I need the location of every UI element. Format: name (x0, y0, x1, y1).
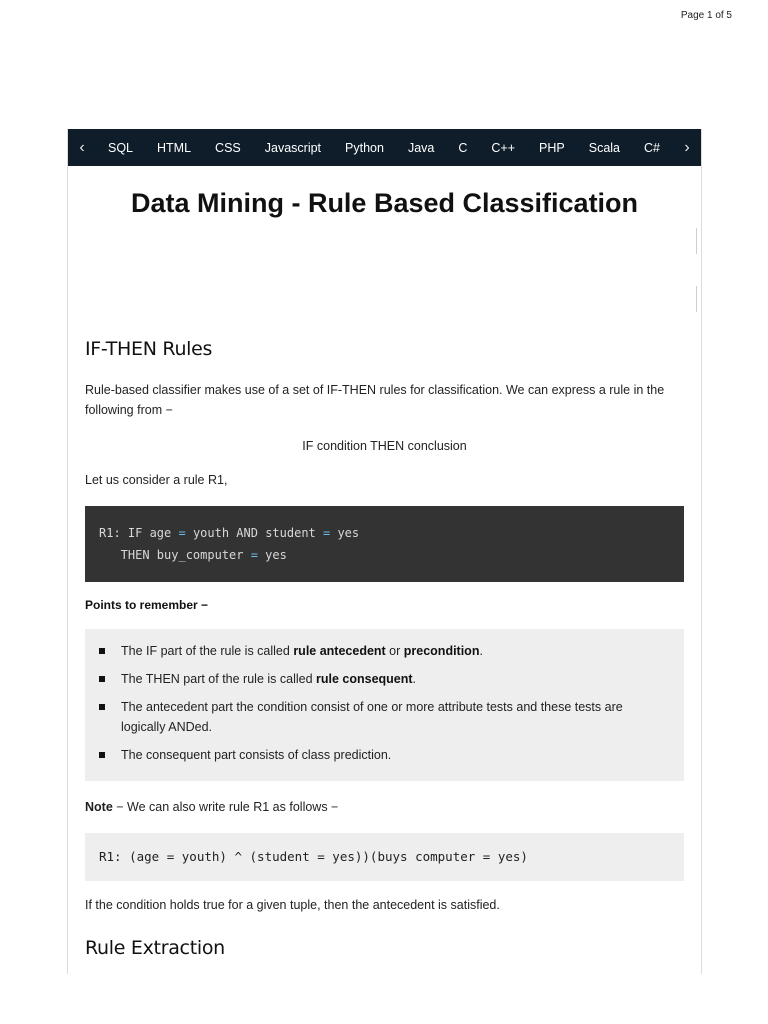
bullet-bold: rule consequent (316, 672, 413, 686)
bullet-square-icon (99, 676, 105, 682)
nav-items (96, 141, 673, 155)
code-operator: = (250, 548, 258, 562)
language-nav-bar (68, 129, 701, 166)
page-title: Data Mining - Rule Based Classification (130, 188, 639, 218)
code-text: R1: IF age (99, 526, 179, 540)
bullet-text: . (412, 672, 417, 686)
nav-item-cpp[interactable]: C++ (491, 140, 516, 155)
bullet-text: The IF part of the rule is called (121, 644, 294, 658)
nav-item-html[interactable]: HTML (157, 140, 192, 155)
code-text: youth AND student (185, 526, 323, 540)
code-block-r1 (85, 506, 684, 582)
note-text: − We can also write rule R1 as follows − (112, 800, 339, 814)
bullet-square-icon (99, 752, 105, 758)
intro-paragraph: Rule-based classifier makes use of a set of IF-THEN rules for classification. We can express a rule in the following from − (85, 383, 665, 417)
code-text: yes (257, 548, 287, 562)
nav-item-python[interactable]: Python (345, 140, 384, 155)
bullet-square-icon (99, 704, 105, 710)
nav-item-csharp[interactable]: C# (644, 140, 660, 155)
bullet-text: or (385, 644, 404, 658)
nav-item-java[interactable]: Java (407, 140, 435, 155)
chevron-right-icon[interactable]: › (684, 138, 690, 156)
nav-item-c[interactable]: C (458, 140, 468, 155)
list-item (99, 745, 670, 765)
list-item (99, 697, 670, 737)
article-content (68, 186, 701, 959)
satisfied-paragraph: If the condition holds true for a given tuple, then the antecedent is satisfied. (85, 898, 500, 912)
bullet-text: The THEN part of the rule is called (121, 672, 316, 686)
page-number: Page 1 of 5 (680, 10, 732, 21)
list-item (99, 669, 670, 689)
nav-item-javascript[interactable]: Javascript (264, 140, 322, 155)
consider-paragraph: Let us consider a rule R1, (85, 473, 228, 487)
code-text: yes (330, 526, 360, 540)
bullet-bold: rule antecedent (293, 644, 386, 658)
points-list (85, 629, 684, 781)
bullet-text: The consequent part consists of class prediction. (121, 748, 392, 762)
bullet-text: The antecedent part the condition consist of one or more attribute tests and these tests are logically ANDed. (121, 700, 623, 734)
nav-item-sql[interactable]: SQL (108, 140, 134, 155)
points-heading: Points to remember − (85, 598, 209, 612)
bullet-square-icon (99, 648, 105, 654)
ad-placeholder (85, 220, 684, 320)
note-paragraph (85, 797, 684, 817)
chevron-left-icon[interactable]: ‹ (79, 138, 85, 156)
divider (696, 286, 697, 312)
article-card (67, 129, 702, 974)
center-rule: IF condition THEN conclusion (302, 439, 467, 453)
section-heading-rule-extraction: Rule Extraction (85, 937, 225, 959)
bullet-bold: precondition (403, 644, 480, 658)
code-operator: = (323, 526, 331, 540)
bullet-text: . (479, 644, 483, 658)
divider (696, 228, 697, 254)
code-block-r1-alt: R1: (age = youth) ^ (student = yes))(buys computer = yes) (85, 833, 684, 881)
nav-item-php[interactable]: PHP (539, 140, 565, 155)
list-item (99, 641, 670, 661)
nav-item-css[interactable]: CSS (215, 140, 241, 155)
nav-item-scala[interactable]: Scala (588, 140, 621, 155)
note-label: Note (85, 800, 113, 814)
code-operator: = (178, 526, 186, 540)
code-text: THEN buy_computer (99, 548, 251, 562)
section-heading-if-then: IF-THEN Rules (85, 338, 213, 360)
